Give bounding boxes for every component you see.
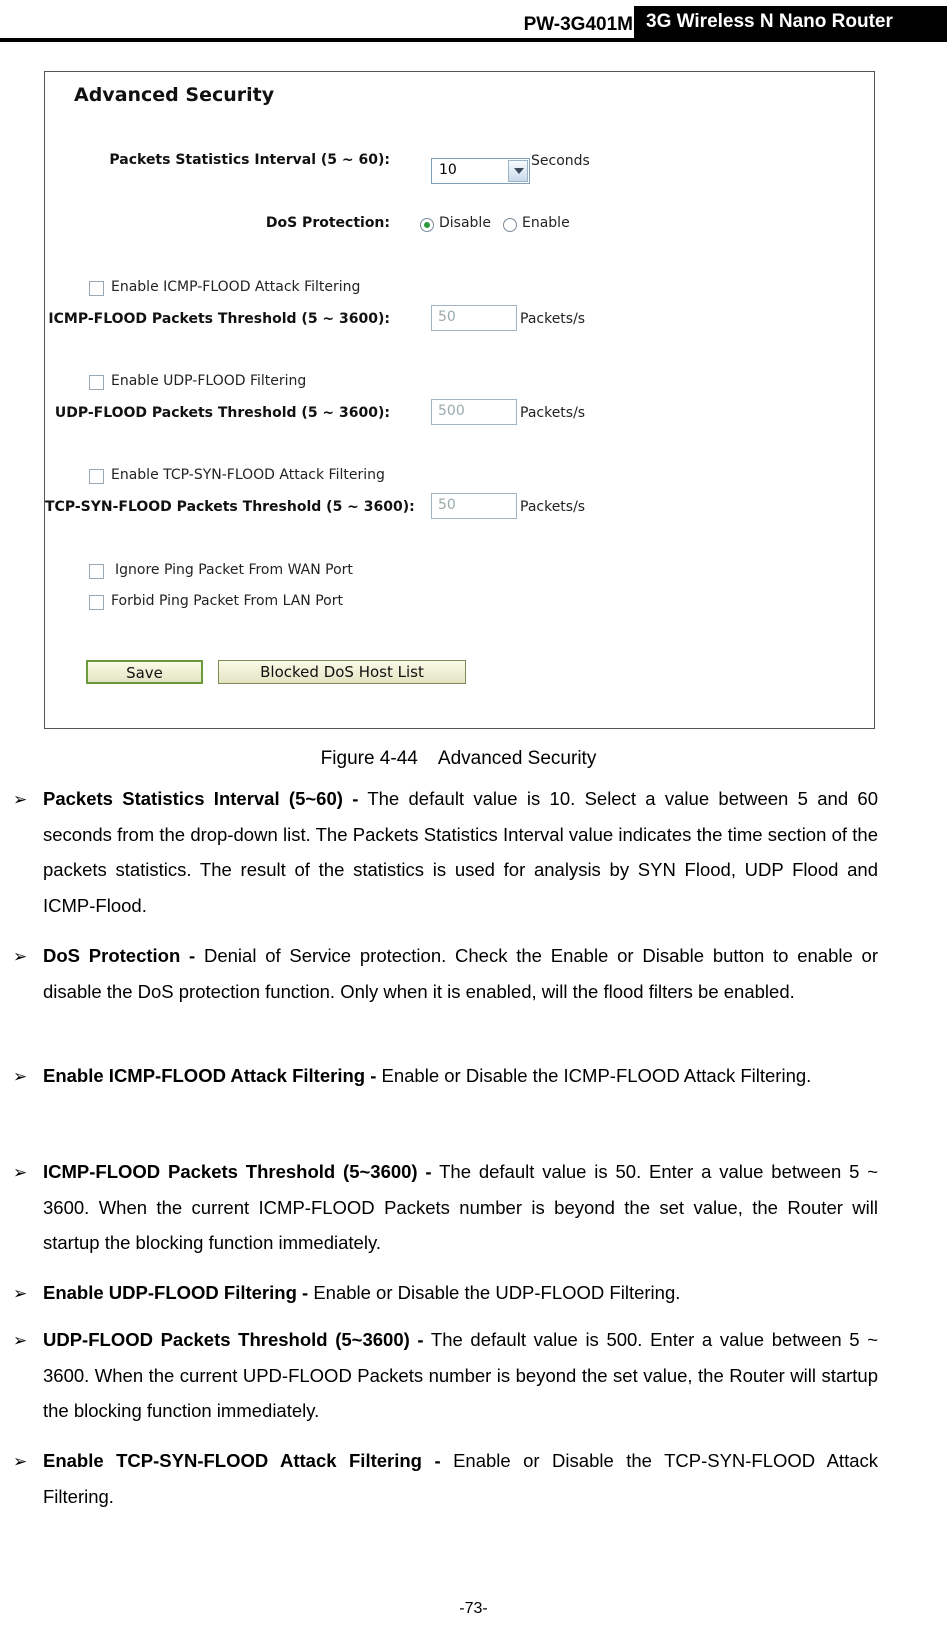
tcp-threshold-input[interactable]	[431, 493, 517, 519]
udp-threshold-label: UDP-FLOOD Packets Threshold (5 ~ 3600):	[54, 405, 390, 421]
item-desc: Enable or Disable the ICMP-FLOOD Attack Filtering.	[381, 1065, 812, 1086]
item-desc: The default value is 50. Enter a value between 5 ~ 3600. When the current ICMP-FLOOD Packets number is beyond the set value, the Router will startup the blocking function immediately.	[43, 1161, 879, 1253]
figure-caption: Figure 4-44 Advanced Security	[320, 748, 597, 769]
list-item	[43, 938, 878, 1009]
dos-disable-label: Disable	[439, 215, 491, 231]
ignore-ping-label: Ignore Ping Packet From WAN Port	[115, 562, 353, 578]
item-term: Enable UDP-FLOOD Filtering -	[43, 1282, 309, 1303]
tcp-threshold-unit: Packets/s	[520, 499, 586, 515]
udp-threshold-unit: Packets/s	[520, 405, 586, 421]
header-rule	[0, 38, 947, 42]
dos-label: DoS Protection:	[265, 215, 390, 231]
advanced-security-panel	[44, 71, 875, 729]
forbid-ping-checkbox[interactable]	[89, 595, 104, 610]
icmp-threshold-label: ICMP-FLOOD Packets Threshold (5 ~ 3600):	[48, 311, 390, 327]
icmp-threshold-input[interactable]	[431, 305, 517, 331]
udp-enable-label: Enable UDP-FLOOD Filtering	[111, 373, 307, 389]
icmp-enable-label: Enable ICMP-FLOOD Attack Filtering	[111, 279, 361, 295]
tcp-threshold-label: TCP-SYN-FLOOD Packets Threshold (5 ~ 3600):	[45, 499, 415, 515]
list-item	[43, 1322, 878, 1429]
list-item	[43, 1154, 878, 1261]
list-item	[43, 1275, 878, 1311]
icmp-threshold-unit: Packets/s	[520, 311, 586, 327]
interval-unit: Seconds	[531, 153, 590, 169]
udp-threshold-input[interactable]	[431, 399, 517, 425]
dos-enable-radio[interactable]	[503, 218, 517, 232]
save-button[interactable]: Save	[86, 660, 203, 684]
ignore-ping-checkbox[interactable]	[89, 564, 104, 579]
item-desc: Enable or Disable the UDP-FLOOD Filtering.	[313, 1282, 681, 1303]
bullet-icon: ➢	[13, 1163, 28, 1182]
tcp-enable-label: Enable TCP-SYN-FLOOD Attack Filtering	[111, 467, 385, 483]
list-item	[43, 1058, 878, 1094]
interval-value: 10	[439, 162, 457, 178]
item-term: Enable ICMP-FLOOD Attack Filtering -	[43, 1065, 377, 1086]
item-term: ICMP-FLOOD Packets Threshold (5~3600) -	[43, 1161, 432, 1182]
bullet-icon: ➢	[13, 1452, 28, 1471]
udp-threshold-value: 500	[438, 403, 465, 419]
item-term: Packets Statistics Interval (5~60) -	[43, 788, 359, 809]
item-term: DoS Protection -	[43, 945, 196, 966]
page-number: -73-	[459, 1600, 488, 1617]
item-desc: Enable or Disable the TCP-SYN-FLOOD Attack Filtering.	[43, 1450, 879, 1507]
chevron-down-icon[interactable]	[508, 160, 528, 182]
udp-enable-checkbox[interactable]	[89, 375, 104, 390]
bullet-icon: ➢	[13, 1284, 28, 1303]
bullet-icon: ➢	[13, 1331, 28, 1350]
panel-title: Advanced Security	[74, 84, 275, 106]
item-desc: Denial of Service protection. Check the Enable or Disable button to enable or disable the DoS protection function. Only when it is enabled, will the flood filters be enabled.	[43, 945, 879, 1002]
list-item	[43, 781, 878, 923]
icmp-threshold-value: 50	[438, 309, 456, 325]
item-desc: The default value is 10. Select a value between 5 and 60 seconds from the drop-down list. The Packets Statistics Interval value indicates the time section of the packets statistics. The result of the statistics is used for analysis by SYN Flood, UDP Flood and ICMP-Flood.	[43, 788, 878, 916]
interval-label: Packets Statistics Interval (5 ~ 60):	[109, 152, 390, 168]
dos-disable-radio[interactable]	[420, 218, 434, 232]
bullet-icon: ➢	[13, 1067, 28, 1086]
header-product: 3G Wireless N Nano Router	[634, 6, 947, 38]
header-model: PW-3G401M	[523, 14, 633, 35]
tcp-enable-checkbox[interactable]	[89, 469, 104, 484]
item-term: Enable TCP-SYN-FLOOD Attack Filtering -	[43, 1450, 441, 1471]
interval-select[interactable]	[431, 158, 530, 184]
bullet-icon: ➢	[13, 947, 28, 966]
bullet-icon: ➢	[13, 790, 28, 809]
list-item	[43, 1443, 878, 1514]
item-desc: The default value is 500. Enter a value between 5 ~ 3600. When the current UPD-FLOOD Packets number is beyond the set value, the Router will startup the blocking function immediately.	[43, 1329, 879, 1421]
page-header	[0, 0, 947, 42]
icmp-enable-checkbox[interactable]	[89, 281, 104, 296]
dos-enable-label: Enable	[522, 215, 570, 231]
tcp-threshold-value: 50	[438, 497, 456, 513]
blocked-dos-host-list-button[interactable]: Blocked DoS Host List	[218, 660, 466, 684]
item-term: UDP-FLOOD Packets Threshold (5~3600) -	[43, 1329, 424, 1350]
forbid-ping-label: Forbid Ping Packet From LAN Port	[111, 593, 343, 609]
